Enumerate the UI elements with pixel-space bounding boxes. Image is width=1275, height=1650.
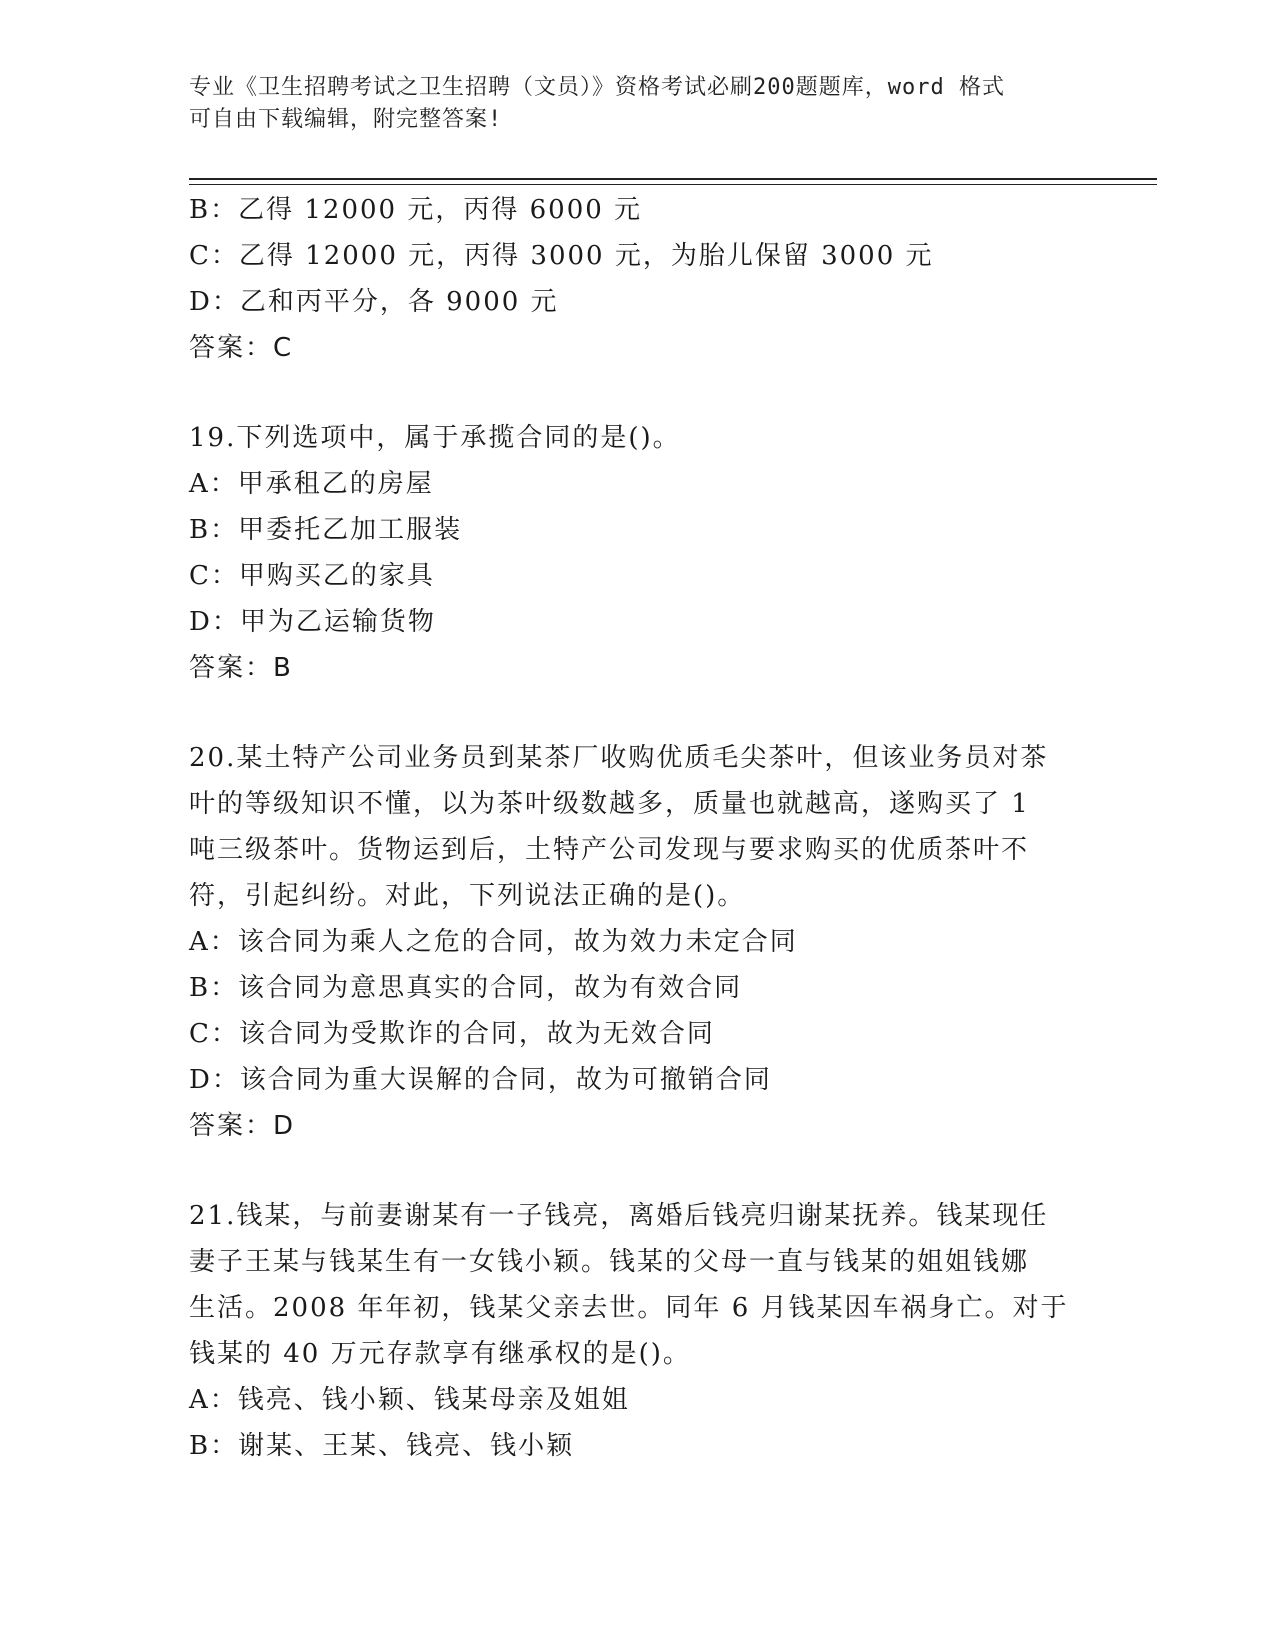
question-text-line-3: 生活。2008 年年初，钱某父亲去世。同年 6 月钱某因车祸身亡。对于: [189, 1293, 1069, 1323]
option-b: B：该合同为意思真实的合同，故为有效合同: [189, 973, 743, 1003]
header-divider-thin: [189, 184, 1157, 185]
option-c: C：乙得 12000 元，丙得 3000 元，为胎儿保留 3000 元: [189, 241, 934, 271]
spacer: [189, 371, 1089, 415]
document-body: [189, 187, 1089, 1469]
answer: 答案：D: [189, 1111, 296, 1141]
answer: 答案：C: [189, 333, 294, 363]
question-18: [189, 187, 1089, 371]
question-text: 19.下列选项中，属于承揽合同的是()。: [189, 423, 681, 453]
spacer: [189, 691, 1089, 735]
option-b: B：乙得 12000 元，丙得 6000 元: [189, 195, 643, 225]
page-header: [189, 72, 1069, 136]
option-a: A：甲承租乙的房屋: [189, 469, 434, 499]
option-b: B：甲委托乙加工服装: [189, 515, 463, 545]
option-a: A：钱亮、钱小颖、钱某母亲及姐姐: [189, 1385, 630, 1415]
option-a: A：该合同为乘人之危的合同，故为效力未定合同: [189, 927, 798, 957]
header-line-1: 专业《卫生招聘考试之卫生招聘（文员）》资格考试必刷200题题库，word 格式: [189, 75, 1005, 100]
question-text-line-4: 符，引起纠纷。对此，下列说法正确的是()。: [189, 881, 746, 911]
option-d: D：乙和丙平分，各 9000 元: [189, 287, 559, 317]
question-text-line-1: 20.某土特产公司业务员到某茶厂收购优质毛尖茶叶，但该业务员对茶: [189, 743, 1049, 773]
spacer: [189, 1149, 1089, 1193]
question-20: [189, 735, 1089, 1149]
option-c: C：甲购买乙的家具: [189, 561, 435, 591]
option-d: D：该合同为重大误解的合同，故为可撤销合同: [189, 1065, 772, 1095]
question-text-line-2: 叶的等级知识不懂，以为茶叶级数越多，质量也就越高，遂购买了 1: [189, 789, 1030, 819]
option-c: C：该合同为受欺诈的合同，故为无效合同: [189, 1019, 715, 1049]
question-21: [189, 1193, 1089, 1469]
question-text-line-1: 21.钱某，与前妻谢某有一子钱亮，离婚后钱亮归谢某抚养。钱某现任: [189, 1201, 1049, 1231]
option-d: D：甲为乙运输货物: [189, 607, 436, 637]
option-b: B：谢某、王某、钱亮、钱小颖: [189, 1431, 575, 1461]
header-divider-thick: [189, 178, 1157, 180]
question-text-line-3: 吨三级茶叶。货物运到后，土特产公司发现与要求购买的优质茶叶不: [189, 835, 1030, 865]
question-text-line-4: 钱某的 40 万元存款享有继承权的是()。: [189, 1339, 691, 1369]
header-line-2: 可自由下载编辑，附完整答案!: [189, 107, 503, 132]
question-19: [189, 415, 1089, 691]
answer: 答案：B: [189, 653, 293, 683]
question-text-line-2: 妻子王某与钱某生有一女钱小颖。钱某的父母一直与钱某的姐姐钱娜: [189, 1247, 1030, 1277]
